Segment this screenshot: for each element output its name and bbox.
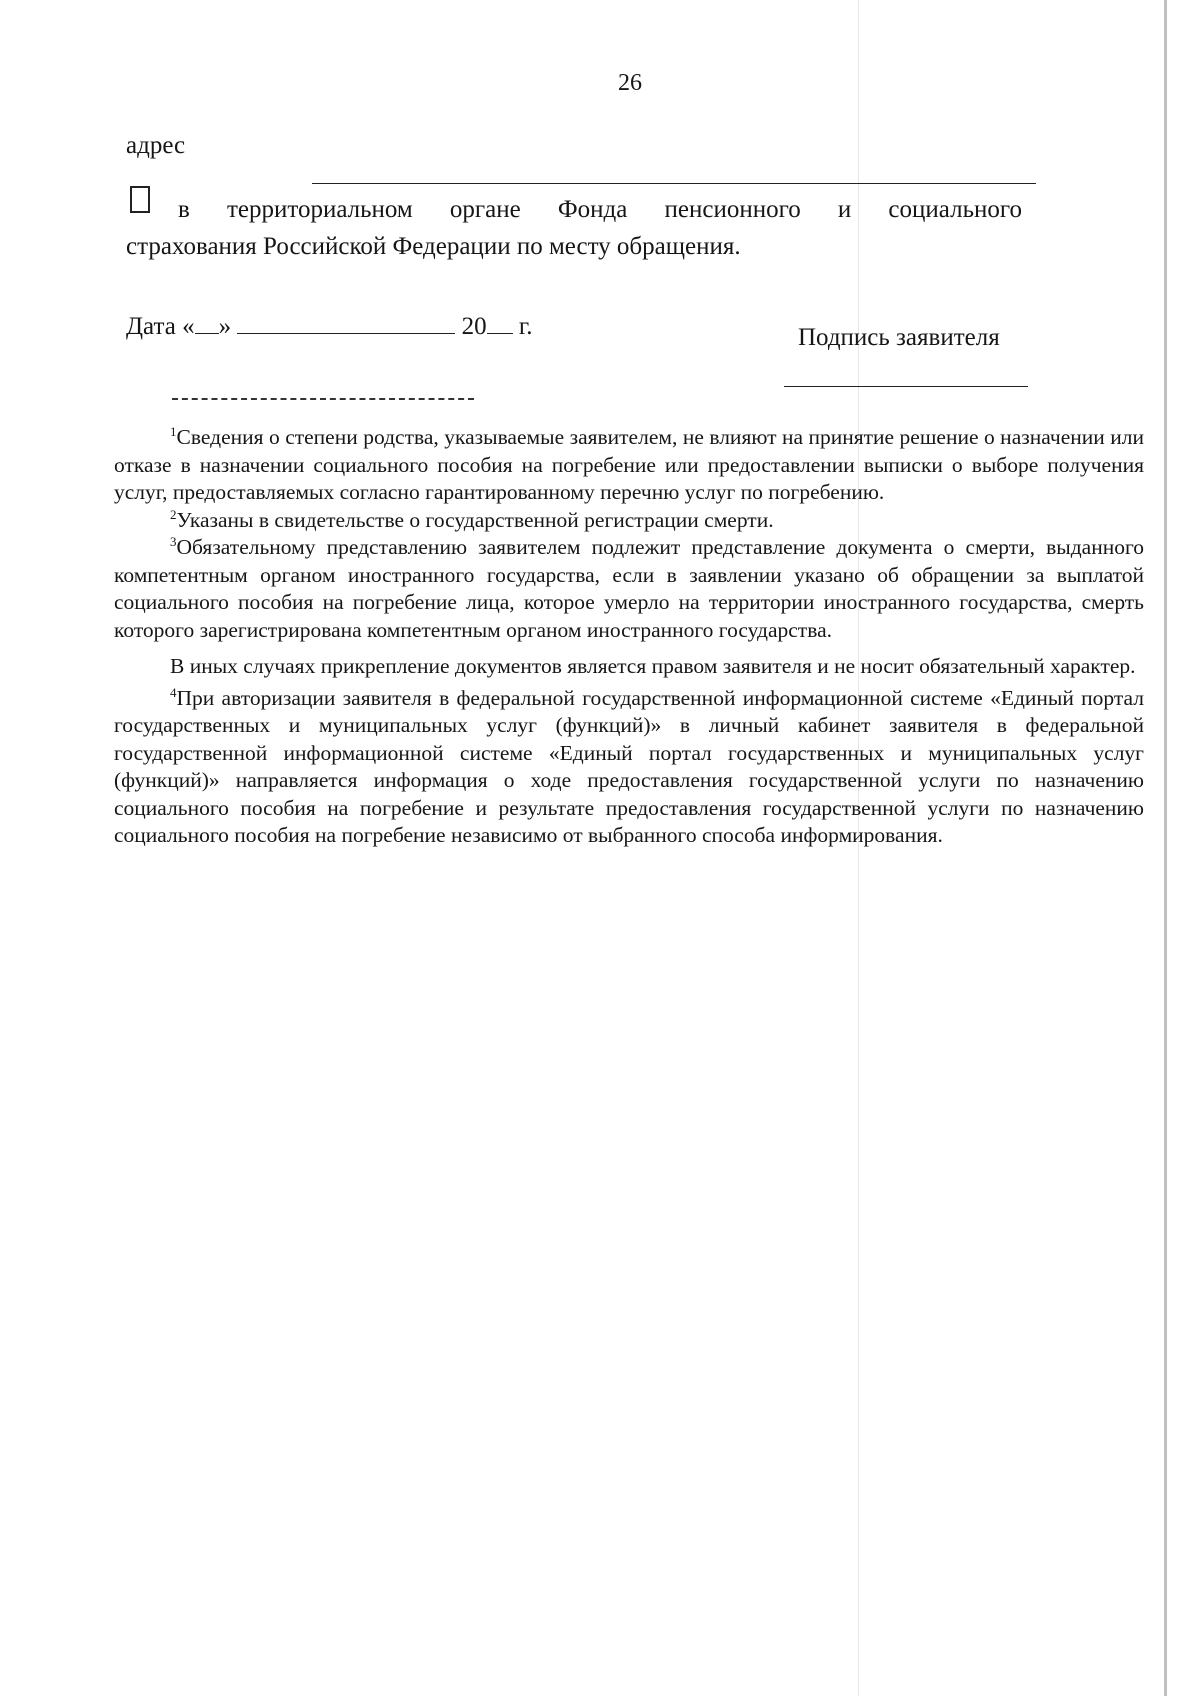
footnote-text: Указаны в свидетельстве о государственной регистрации смерти. — [176, 507, 774, 532]
scan-edge-line — [1164, 0, 1167, 1696]
signature-field-line[interactable] — [784, 386, 1028, 387]
footnote-text: В иных случаях прикрепление документов является правом заявителя и не носит обязательный характер. — [170, 654, 1136, 678]
date-year-prefix: 20 — [461, 313, 487, 340]
date-day-blank[interactable] — [195, 315, 219, 334]
footnotes — [114, 424, 1144, 850]
footnote-3 — [114, 534, 1144, 644]
footnote-1 — [114, 424, 1144, 507]
date-row — [126, 313, 533, 341]
footnote-3-continued — [114, 653, 1144, 681]
page-number: 26 — [618, 70, 642, 96]
signature-label: Подпись заявителя — [798, 324, 1000, 351]
footnote-2 — [114, 507, 1144, 535]
footnote-mark: 4 — [170, 684, 177, 700]
address-label: адрес — [126, 132, 186, 159]
footnote-4 — [114, 685, 1144, 850]
footnote-text: При авторизации заявителя в федеральной государственной информационной системе «Единый портал государственных и муниципальных услуг (функций)» в личный кабинет заявителя в федеральной государственной информационной системе «Единый портал государственных и муниципальных услуг (функций)» направляется информация о ходе предоставления государственной услуги по назначению социального пособия на погребение и результате предоставления государственной услуги по назначению социального пособия на погребение независимо от выбранного способа информирования. — [114, 685, 1144, 847]
footnote-mark: 2 — [170, 506, 177, 522]
address-field-line[interactable] — [312, 183, 1036, 184]
date-month-blank[interactable] — [237, 315, 455, 334]
territorial-office-checkbox[interactable] — [130, 186, 150, 213]
footnote-text: Обязательному представлению заявителем подлежит представление документа о смерти, выданного компетентным органом иностранного государства, если в заявлении указано об обращении за выплатой социального пособия на погребение лица, которое умерло на территории иностранного государства, смерть которого зарегистрирована компетентным органом иностранного государства. — [114, 535, 1144, 642]
footnote-mark: 3 — [170, 534, 177, 549]
date-year-suffix: г. — [518, 313, 533, 340]
footnote-text: Сведения о степени родства, указываемые заявителем, не влияют на принятие решение о назначении или отказе в назначении социального пособия на погребение или предоставлении выписки о выборе получения услуг, предоставляемых согласно гарантированному перечню услуг по погребению. — [114, 425, 1144, 504]
date-suffix: » — [218, 313, 232, 340]
territorial-office-option-text: в территориальном органе Фонда пенсионного и социального — [178, 196, 1022, 223]
date-year-blank[interactable] — [487, 315, 513, 334]
footnote-mark: 1 — [170, 424, 177, 439]
territorial-office-option-text-cont: страхования Российской Федерации по месту обращения. — [126, 233, 741, 260]
footnote-separator — [172, 398, 474, 400]
date-prefix: Дата « — [126, 313, 195, 340]
